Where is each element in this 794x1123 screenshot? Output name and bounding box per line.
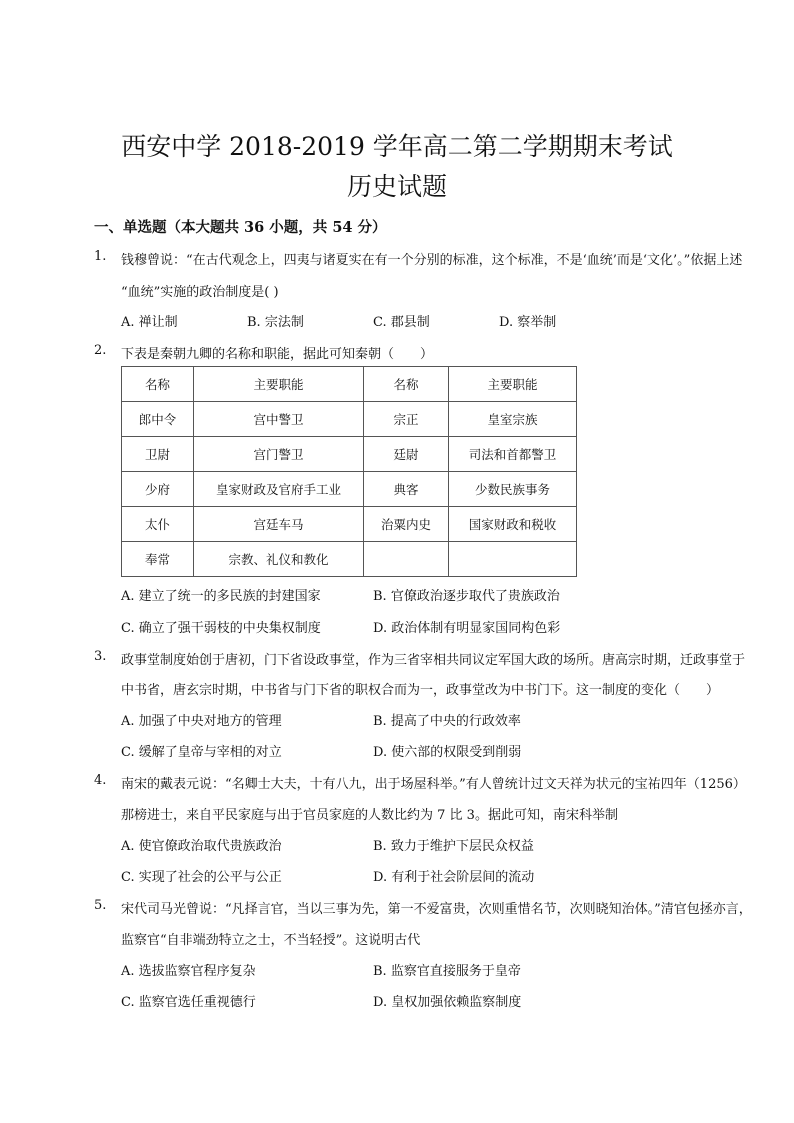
question-3-option-c[interactable]: C. 缓解了皇帝与宰相的对立 [121, 745, 282, 760]
question-2-option-d[interactable]: D. 政治体制有明显家国同构色彩 [373, 621, 561, 636]
table-row [122, 472, 577, 507]
section-heading: 一、单选题（本大题共 36 小题，共 54 分） [94, 219, 387, 236]
question-5-option-b[interactable]: B. 监察官直接服务于皇帝 [373, 964, 521, 979]
nine-ministers-table [121, 366, 577, 577]
table-cell: 郎中令 [122, 402, 194, 437]
table-row [122, 402, 577, 437]
question-1-stem-line-1: 钱穆曾说：“在古代观念上，四夷与诸夏实在有一个分别的标准，这个标准，不是‘血统’而是‘文化’。”依据上述 [121, 253, 743, 268]
table-row [122, 437, 577, 472]
question-3-option-d[interactable]: D. 使六部的权限受到削弱 [373, 745, 522, 760]
table-cell: 宫中警卫 [194, 402, 364, 437]
table-cell: 治粟内史 [364, 507, 449, 542]
question-4-stem-line-2: 那榜进士，来自平民家庭与出于官员家庭的人数比约为 7 比 3。据此可知，南宋科举制 [121, 808, 618, 823]
question-1-option-d[interactable]: D. 察举制 [499, 315, 557, 330]
table-row [122, 507, 577, 542]
question-5-option-a[interactable]: A. 选拔监察官程序复杂 [121, 964, 256, 979]
table-header-cell: 名称 [122, 367, 194, 402]
table-header-cell: 名称 [364, 367, 449, 402]
table-cell: 卫尉 [122, 437, 194, 472]
table-header-cell: 主要职能 [194, 367, 364, 402]
question-4-number: 4. [94, 773, 107, 788]
table-cell: 皇室宗族 [449, 402, 577, 437]
table-cell [449, 542, 577, 577]
question-1-option-b[interactable]: B. 宗法制 [247, 315, 304, 330]
question-5-option-d[interactable]: D. 皇权加强依赖监察制度 [373, 995, 522, 1010]
question-4-option-c[interactable]: C. 实现了社会的公平与公正 [121, 870, 282, 885]
question-4-stem-line-1: 南宋的戴表元说：“名卿士大夫，十有八九，出于场屋科举。”有人曾统计过文天祥为状元的宝祐四年（1256） [121, 777, 746, 792]
question-4-option-b[interactable]: B. 致力于维护下层民众权益 [373, 839, 534, 854]
question-2-stem-line-1: 下表是秦朝九卿的名称和职能，据此可知秦朝（ ） [121, 347, 434, 362]
table-cell: 奉常 [122, 542, 194, 577]
table-cell: 宫门警卫 [194, 437, 364, 472]
question-3-option-b[interactable]: B. 提高了中央的行政效率 [373, 714, 521, 729]
table-cell: 皇家财政及官府手工业 [194, 472, 364, 507]
table-cell: 少数民族事务 [449, 472, 577, 507]
table-cell: 廷尉 [364, 437, 449, 472]
table-cell: 司法和首都警卫 [449, 437, 577, 472]
question-3-option-a[interactable]: A. 加强了中央对地方的管理 [121, 714, 282, 729]
exam-title: 西安中学 2018-2019 学年高二第二学期期末考试 [121, 132, 673, 161]
question-4-option-a[interactable]: A. 使官僚政治取代贵族政治 [121, 839, 282, 854]
question-2-number: 2. [94, 343, 107, 358]
question-4-option-d[interactable]: D. 有利于社会阶层间的流动 [373, 870, 535, 885]
table-row [122, 542, 577, 577]
question-1-stem-line-2: “血统”实施的政治制度是( ) [121, 285, 279, 300]
subject-title: 历史试题 [346, 172, 447, 201]
table-header-cell: 主要职能 [449, 367, 577, 402]
table-cell: 宗正 [364, 402, 449, 437]
table-cell: 宫廷车马 [194, 507, 364, 542]
question-5-stem-line-2: 监察官“自非端劲特立之士，不当轻授”。这说明古代 [121, 933, 421, 948]
table-cell [364, 542, 449, 577]
question-5-number: 5. [94, 898, 107, 913]
question-1-option-a[interactable]: A. 禅让制 [121, 315, 178, 330]
question-3-stem-line-2: 中书省，唐玄宗时期，中书省与门下省的职权合而为一，政事堂改为中书门下。这一制度的变化（ ） [121, 683, 720, 698]
table-cell: 国家财政和税收 [449, 507, 577, 542]
question-5-option-c[interactable]: C. 监察官选任重视德行 [121, 995, 256, 1010]
table-header-row [122, 367, 577, 402]
question-5-stem-line-1: 宋代司马光曾说：“凡择言官，当以三事为先，第一不爱富贵，次则重惜名节，次则晓知治体。”清官包拯亦言， [121, 902, 752, 917]
table-cell: 少府 [122, 472, 194, 507]
question-2-option-c[interactable]: C. 确立了强干弱枝的中央集权制度 [121, 621, 321, 636]
question-3-stem-line-1: 政事堂制度始创于唐初，门下省设政事堂，作为三省宰相共同议定军国大政的场所。唐高宗时期，迁政事堂于 [121, 653, 746, 668]
question-2-option-b[interactable]: B. 官僚政治逐步取代了贵族政治 [373, 589, 560, 604]
question-1-number: 1. [94, 249, 107, 264]
table-cell: 宗教、礼仪和教化 [194, 542, 364, 577]
table-cell: 太仆 [122, 507, 194, 542]
table-cell: 典客 [364, 472, 449, 507]
question-3-number: 3. [94, 649, 107, 664]
question-1-option-c[interactable]: C. 郡县制 [373, 315, 430, 330]
question-2-option-a[interactable]: A. 建立了统一的多民族的封建国家 [121, 589, 321, 604]
